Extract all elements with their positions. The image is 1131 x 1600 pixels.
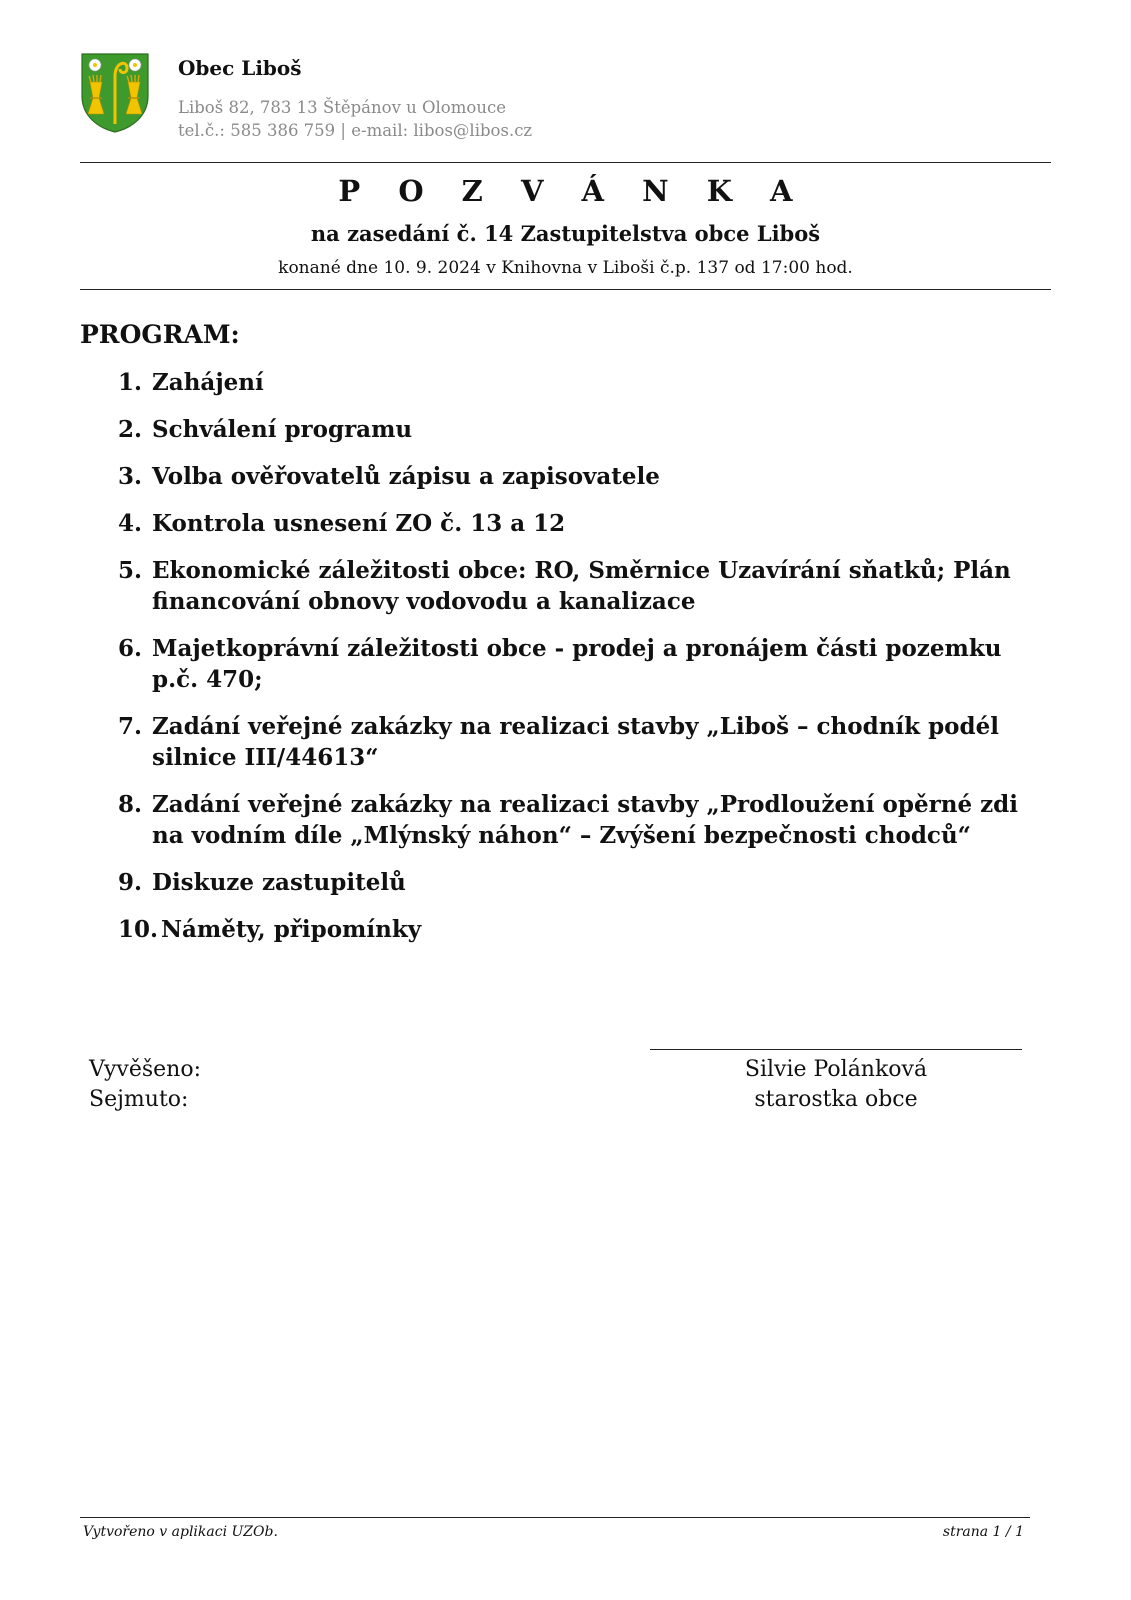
signature-line bbox=[650, 1049, 1022, 1050]
coat-of-arms-icon bbox=[80, 52, 150, 134]
org-name: Obec Liboš bbox=[178, 56, 302, 80]
header-divider bbox=[80, 162, 1051, 163]
agenda-item-number: 2. bbox=[118, 416, 143, 443]
agenda-item-number: 8. bbox=[118, 791, 143, 818]
agenda-list bbox=[118, 367, 1048, 961]
agenda-item-number: 4. bbox=[118, 510, 143, 537]
agenda-item bbox=[118, 508, 1048, 539]
agenda-item-text: Zadání veřejné zakázky na realizaci stavby „Prodloužení opěrné zdi na vodním díle „Mlýnský náhon“ – Zvýšení bezpečnosti chodců“ bbox=[152, 791, 1018, 849]
agenda-item-text: Volba ověřovatelů zápisu a zapisovatele bbox=[152, 463, 660, 490]
agenda-item-text: Schválení programu bbox=[152, 416, 413, 443]
document-title: P O Z V Á N K A bbox=[338, 174, 807, 208]
agenda-item-number: 3. bbox=[118, 463, 143, 490]
agenda-item bbox=[118, 414, 1048, 445]
removed-label: Sejmuto: bbox=[89, 1087, 189, 1112]
org-address: Liboš 82, 783 13 Štěpánov u Olomouce bbox=[178, 98, 506, 117]
agenda-item-number: 9. bbox=[118, 869, 143, 896]
signature-block bbox=[650, 1055, 1022, 1115]
org-contact: tel.č.: 585 386 759 | e-mail: libos@libos.cz bbox=[178, 121, 533, 140]
agenda-item-text: Ekonomické záležitosti obce: RO, Směrnice Uzavírání sňatků; Plán financování obnovy vodovodu a kanalizace bbox=[152, 557, 1011, 615]
agenda-item bbox=[118, 555, 1048, 617]
agenda-item bbox=[118, 633, 1048, 695]
signatory-role: starostka obce bbox=[754, 1087, 918, 1112]
agenda-item bbox=[118, 867, 1048, 898]
agenda-item-text: Náměty, připomínky bbox=[161, 916, 422, 943]
footer-created-with: Vytvořeno v aplikaci UZOb. bbox=[83, 1524, 278, 1540]
posting-labels bbox=[89, 1055, 201, 1115]
agenda-item bbox=[118, 914, 1048, 945]
agenda-item-number: 5. bbox=[118, 557, 143, 584]
agenda-item-number: 1. bbox=[118, 369, 143, 396]
agenda-item bbox=[118, 367, 1048, 398]
agenda-item bbox=[118, 711, 1048, 773]
signatory-name: Silvie Polánková bbox=[744, 1057, 928, 1082]
letterhead bbox=[80, 52, 1050, 142]
agenda-item-text: Zadání veřejné zakázky na realizaci stavby „Liboš – chodník podél silnice III/44613“ bbox=[152, 713, 999, 771]
document-subtitle: na zasedání č. 14 Zastupitelstva obce Liboš bbox=[310, 221, 821, 246]
footer-page-number: strana 1 / 1 bbox=[942, 1524, 1024, 1540]
agenda-item-text: Diskuze zastupitelů bbox=[152, 869, 406, 896]
agenda-item-number: 6. bbox=[118, 635, 143, 662]
footer-divider bbox=[80, 1517, 1030, 1518]
agenda-item-text: Majetkoprávní záležitosti obce - prodej a pronájem části pozemku p.č. 470; bbox=[152, 635, 1002, 693]
program-heading: PROGRAM: bbox=[80, 320, 240, 349]
title-divider bbox=[80, 289, 1051, 290]
agenda-item-text: Kontrola usnesení ZO č. 13 a 12 bbox=[152, 510, 566, 537]
posted-label: Vyvěšeno: bbox=[89, 1057, 202, 1082]
agenda-item-number: 7. bbox=[118, 713, 143, 740]
agenda-item-text: Zahájení bbox=[152, 369, 264, 396]
agenda-item bbox=[118, 461, 1048, 492]
meeting-info: konané dne 10. 9. 2024 v Knihovna v Liboši č.p. 137 od 17:00 hod. bbox=[278, 258, 853, 278]
agenda-item bbox=[118, 789, 1048, 851]
agenda-item-number: 10. bbox=[118, 916, 159, 943]
